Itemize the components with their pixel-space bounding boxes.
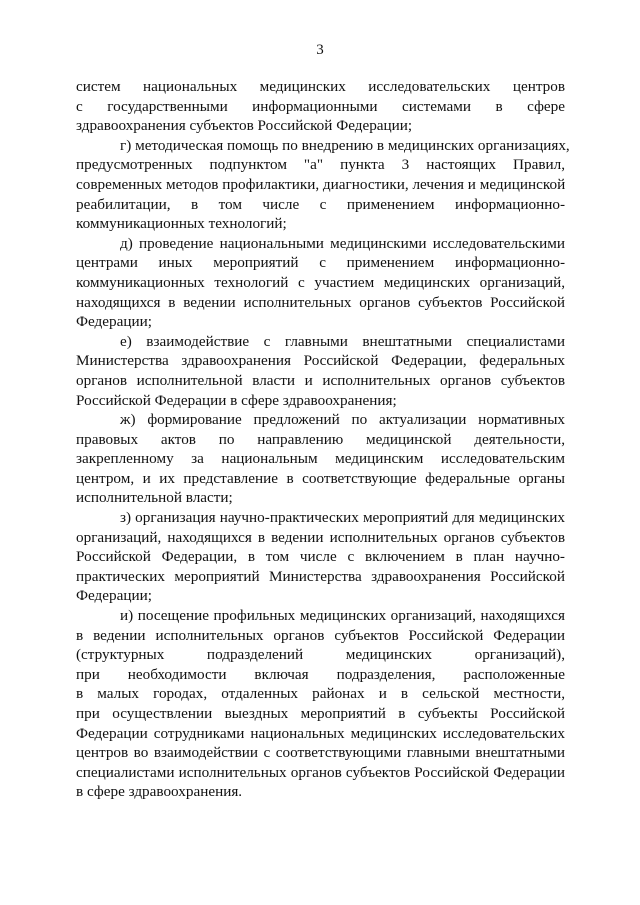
text-line: з) организация научно-практических мероприятий для медицинских — [120, 509, 565, 527]
text-line: практических мероприятий Министерства здравоохранения Российской — [76, 567, 565, 585]
text-line: коммуникационных технологий с участием медицинских организаций, — [76, 273, 565, 291]
text-line: в малых городах, отдаленных районах и в сельской местности, — [76, 685, 565, 703]
text-line: Российской Федерации, в том числе с включением в план научно- — [76, 548, 565, 566]
text-line: с государственными информационными системами в сфере — [76, 97, 565, 115]
text-line: центром, и их представление в соответствующие федеральные органы — [76, 469, 565, 487]
text-line: коммуникационных технологий; — [76, 215, 287, 233]
text-line: при осуществлении выездных мероприятий в субъекты Российской — [76, 705, 565, 722]
text-line: г) методическая помощь по внедрению в медицинских организациях, — [120, 136, 570, 154]
text-line: ж) формирование предложений по актуализации нормативных — [120, 411, 565, 429]
text-line: Российской Федерации в сфере здравоохранения; — [76, 391, 397, 409]
text-line: в ведении исполнительных органов субъектов Российской Федерации — [76, 626, 565, 644]
text-line: организаций, находящихся в ведении исполнительных органов субъектов — [76, 528, 565, 546]
text-line: здравоохранения субъектов Российской Федерации; — [76, 117, 413, 135]
text-line: органов исполнительной власти и исполнительных органов субъектов — [76, 371, 565, 389]
text-line: правовых актов по направлению медицинской деятельности, — [76, 430, 565, 448]
paragraph-item-d — [76, 234, 565, 332]
text-line: закрепленному за национальным медицинским исследовательским — [76, 450, 565, 468]
text-line: при необходимости включая подразделения, расположенные — [76, 665, 565, 683]
text-line: и) посещение профильных медицинских организаций, находящихся — [120, 607, 565, 625]
paragraph-continuation — [76, 77, 565, 136]
text-line: современных методов профилактики, диагностики, лечения и медицинской — [76, 175, 566, 193]
text-line: (структурных подразделений медицинских организаций), — [76, 646, 565, 664]
document-body — [76, 77, 570, 802]
paragraph-item-e — [76, 332, 565, 410]
paragraph-item-i — [76, 606, 565, 802]
text-line: Федерации; — [76, 587, 152, 605]
text-line: д) проведение национальными медицинскими исследовательскими — [120, 234, 565, 252]
text-line: находящихся в ведении исполнительных органов субъектов Российской — [76, 293, 565, 311]
text-line: центров во взаимодействии с соответствующими главными внештатными — [76, 744, 565, 762]
text-line: реабилитации, в том числе с применением информационно- — [76, 195, 565, 213]
text-line: Федерации сотрудниками национальных медицинских исследовательских — [76, 724, 565, 742]
paragraph-item-z — [76, 508, 565, 606]
text-line: центрами иных мероприятий с применением информационно- — [76, 254, 565, 272]
page-number: 3 — [316, 42, 324, 58]
text-line: в сфере здравоохранения. — [76, 783, 243, 801]
text-line: Федерации; — [76, 313, 152, 331]
text-line: специалистами исполнительных органов субъектов Российской Федерации — [76, 763, 565, 781]
text-line: предусмотренных подпунктом "а" пункта 3 настоящих Правил, — [76, 156, 565, 174]
text-line: е) взаимодействие с главными внештатными специалистами — [120, 332, 565, 350]
text-line: исполнительной власти; — [76, 489, 233, 507]
paragraph-item-g — [76, 136, 570, 234]
text-line: Министерства здравоохранения Российской Федерации, федеральных — [76, 352, 565, 370]
paragraph-item-zh — [76, 410, 565, 508]
text-line: систем национальных медицинских исследовательских центров — [76, 78, 565, 95]
